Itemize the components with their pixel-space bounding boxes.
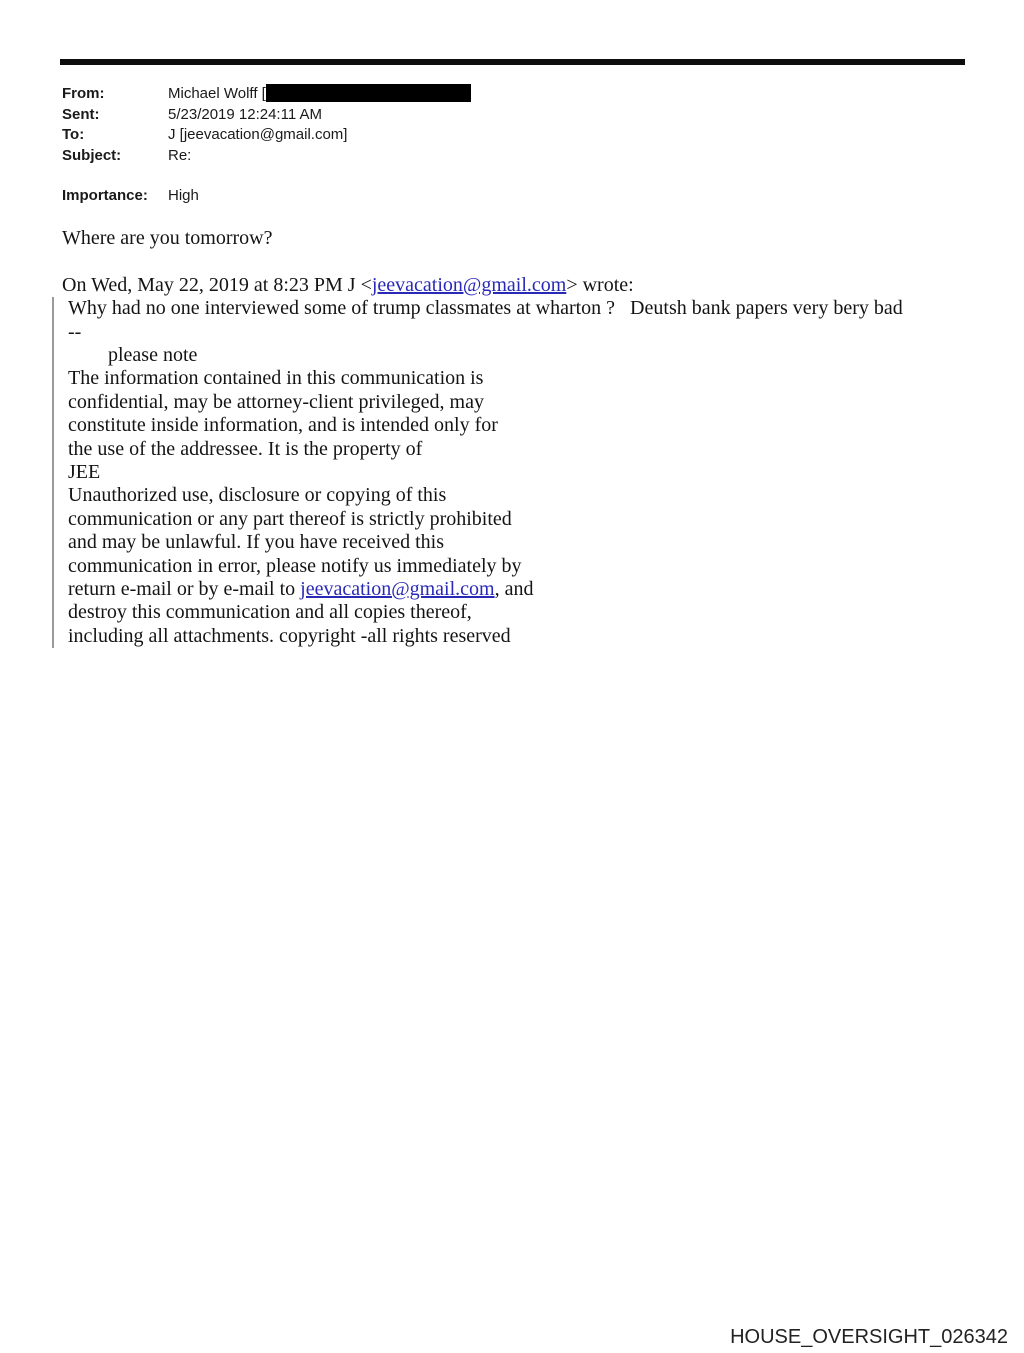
sent-label: Sent: bbox=[62, 105, 100, 123]
quoted-message-block bbox=[52, 297, 903, 648]
email-body bbox=[62, 227, 903, 648]
greeting-line: Where are you tomorrow? bbox=[62, 227, 273, 249]
quote-line: and may be unlawful. If you have received this bbox=[68, 531, 444, 554]
reply-suffix: > wrote: bbox=[566, 273, 634, 296]
blank-line bbox=[62, 250, 903, 273]
header-divider-rule bbox=[60, 59, 965, 65]
importance-value: High bbox=[168, 187, 199, 204]
subject-value: Re: bbox=[168, 146, 192, 164]
from-value bbox=[168, 84, 471, 105]
sent-value: 5/23/2019 12:24:11 AM bbox=[168, 105, 323, 123]
quote-line: Why had no one interviewed some of trump classmates at wharton ? Deutsh bank papers very bery bad bbox=[68, 297, 903, 320]
header-row-to bbox=[62, 125, 471, 146]
email-link[interactable]: jeevacation@gmail.com bbox=[300, 578, 495, 601]
reply-attribution-line bbox=[62, 274, 903, 297]
to-label: To: bbox=[62, 126, 85, 143]
quote-line: confidential, may be attorney-client privileged, may bbox=[68, 390, 484, 413]
link-line-pre: return e-mail or by e-mail to bbox=[68, 578, 301, 601]
quote-line-please-note: please note bbox=[108, 344, 198, 367]
header-row-sent bbox=[62, 105, 471, 126]
redaction-bar bbox=[266, 84, 471, 102]
quote-line: Unauthorized use, disclosure or copying of this bbox=[68, 484, 447, 507]
quote-line: constitute inside information, and is intended only for bbox=[68, 414, 498, 437]
subject-label: Subject: bbox=[62, 146, 122, 164]
quote-line-signature-dashes: -- bbox=[68, 320, 82, 343]
quote-line: JEE bbox=[68, 461, 101, 484]
quote-line: communication in error, please notify us immediately by bbox=[68, 554, 522, 577]
quote-line: communication or any part thereof is strictly prohibited bbox=[68, 507, 512, 530]
reply-prefix: On Wed, May 22, 2019 at 8:23 PM J < bbox=[62, 273, 372, 296]
from-value-text: Michael Wolff [ bbox=[168, 85, 266, 102]
email-link[interactable]: jeevacation@gmail.com bbox=[371, 273, 567, 296]
to-value: J [jeevacation@gmail.com] bbox=[168, 126, 348, 143]
header-row-from bbox=[62, 84, 471, 105]
email-header bbox=[62, 84, 471, 207]
link-line-post: , and bbox=[494, 578, 534, 601]
quote-line: destroy this communication and all copies thereof, bbox=[68, 601, 472, 624]
from-label: From: bbox=[62, 85, 105, 102]
header-row-importance bbox=[62, 186, 471, 207]
quote-line: The information contained in this communication is bbox=[68, 367, 484, 390]
quote-line: including all attachments. copyright -all rights reserved bbox=[68, 624, 511, 647]
quote-line: the use of the addressee. It is the property of bbox=[68, 437, 423, 460]
bates-number: HOUSE_OVERSIGHT_026342 bbox=[730, 1326, 1008, 1348]
quote-line-with-link bbox=[68, 578, 903, 601]
importance-label: Importance: bbox=[62, 187, 148, 204]
header-row-subject bbox=[62, 146, 471, 167]
